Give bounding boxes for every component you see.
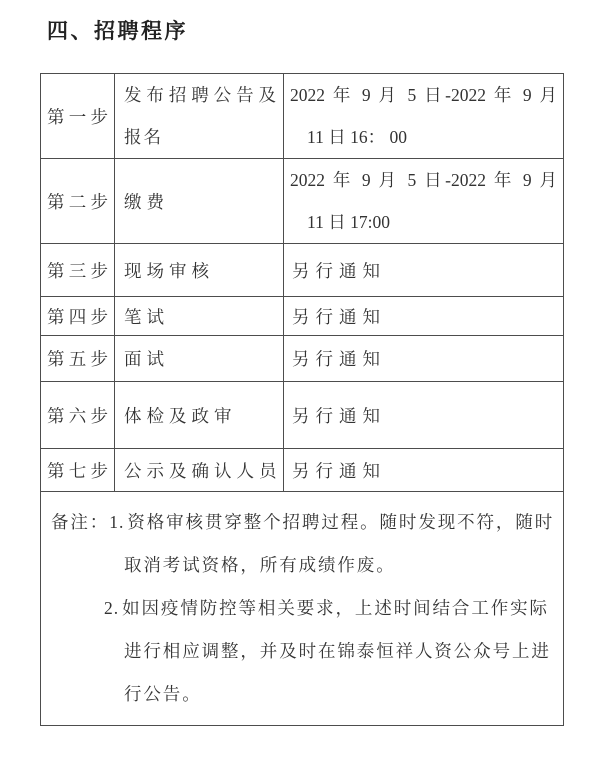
task-cell: 体检及政审: [115, 382, 284, 449]
step-cell: 第四步: [41, 297, 115, 336]
time-cell: 另行通知: [284, 382, 564, 449]
document-page: [0, 19, 600, 765]
time-cell: 另行通知: [284, 336, 564, 382]
note-line: 进行相应调整，并及时在锦泰恒祥人资公众号上进: [124, 641, 551, 661]
time-cell: [284, 159, 564, 244]
time-cell: 另行通知: [284, 244, 564, 297]
table-row-step4: [41, 297, 564, 336]
note-number: 1.: [109, 512, 125, 532]
note-line: [51, 501, 555, 544]
table-row-step5: [41, 336, 564, 382]
notes-label: 备注：: [51, 512, 110, 532]
time-line: 2022 年 9 月 5 日-2022 年 9 月: [290, 85, 557, 105]
task-cell: [115, 74, 284, 159]
task-line: 发布招聘公告及: [124, 85, 276, 105]
table-row-step7: [41, 449, 564, 492]
note-text: 资格审核贯穿整个招聘过程。随时发现不符，随时: [127, 512, 555, 532]
task-cell: 笔试: [115, 297, 284, 336]
task-cell: 现场审核: [115, 244, 284, 297]
task-cell: 缴费: [115, 159, 284, 244]
procedure-table: [40, 73, 564, 726]
time-cell: [284, 74, 564, 159]
time-line: 2022 年 9 月 5 日-2022 年 9 月: [290, 170, 557, 190]
time-cell: 另行通知: [284, 449, 564, 492]
step-cell: 第三步: [41, 244, 115, 297]
note-line: 行公告。: [124, 684, 202, 704]
notes-section: [41, 492, 564, 726]
step-cell: 第五步: [41, 336, 115, 382]
table-row-notes: [41, 492, 564, 726]
time-line: 11 日 17:00: [307, 212, 390, 232]
table-row-step2: [41, 159, 564, 244]
step-cell: 第六步: [41, 382, 115, 449]
task-cell: 面试: [115, 336, 284, 382]
note-line: 取消考试资格，所有成绩作废。: [124, 555, 396, 575]
step-cell: 第二步: [41, 159, 115, 244]
step-cell: 第一步: [41, 74, 115, 159]
task-cell: 公示及确认人员: [115, 449, 284, 492]
time-line: 11 日 16： 00: [307, 127, 407, 147]
table-row-step1: [41, 74, 564, 159]
table-row-step6: [41, 382, 564, 449]
page-title: 四、招聘程序: [47, 19, 188, 43]
note-text: 如因疫情防控等相关要求，上述时间结合工作实际: [122, 598, 549, 618]
note-line: [104, 587, 555, 630]
time-cell: 另行通知: [284, 297, 564, 336]
note-number: 2.: [104, 598, 120, 618]
task-line: 报名: [124, 127, 163, 147]
table-row-step3: [41, 244, 564, 297]
step-cell: 第七步: [41, 449, 115, 492]
